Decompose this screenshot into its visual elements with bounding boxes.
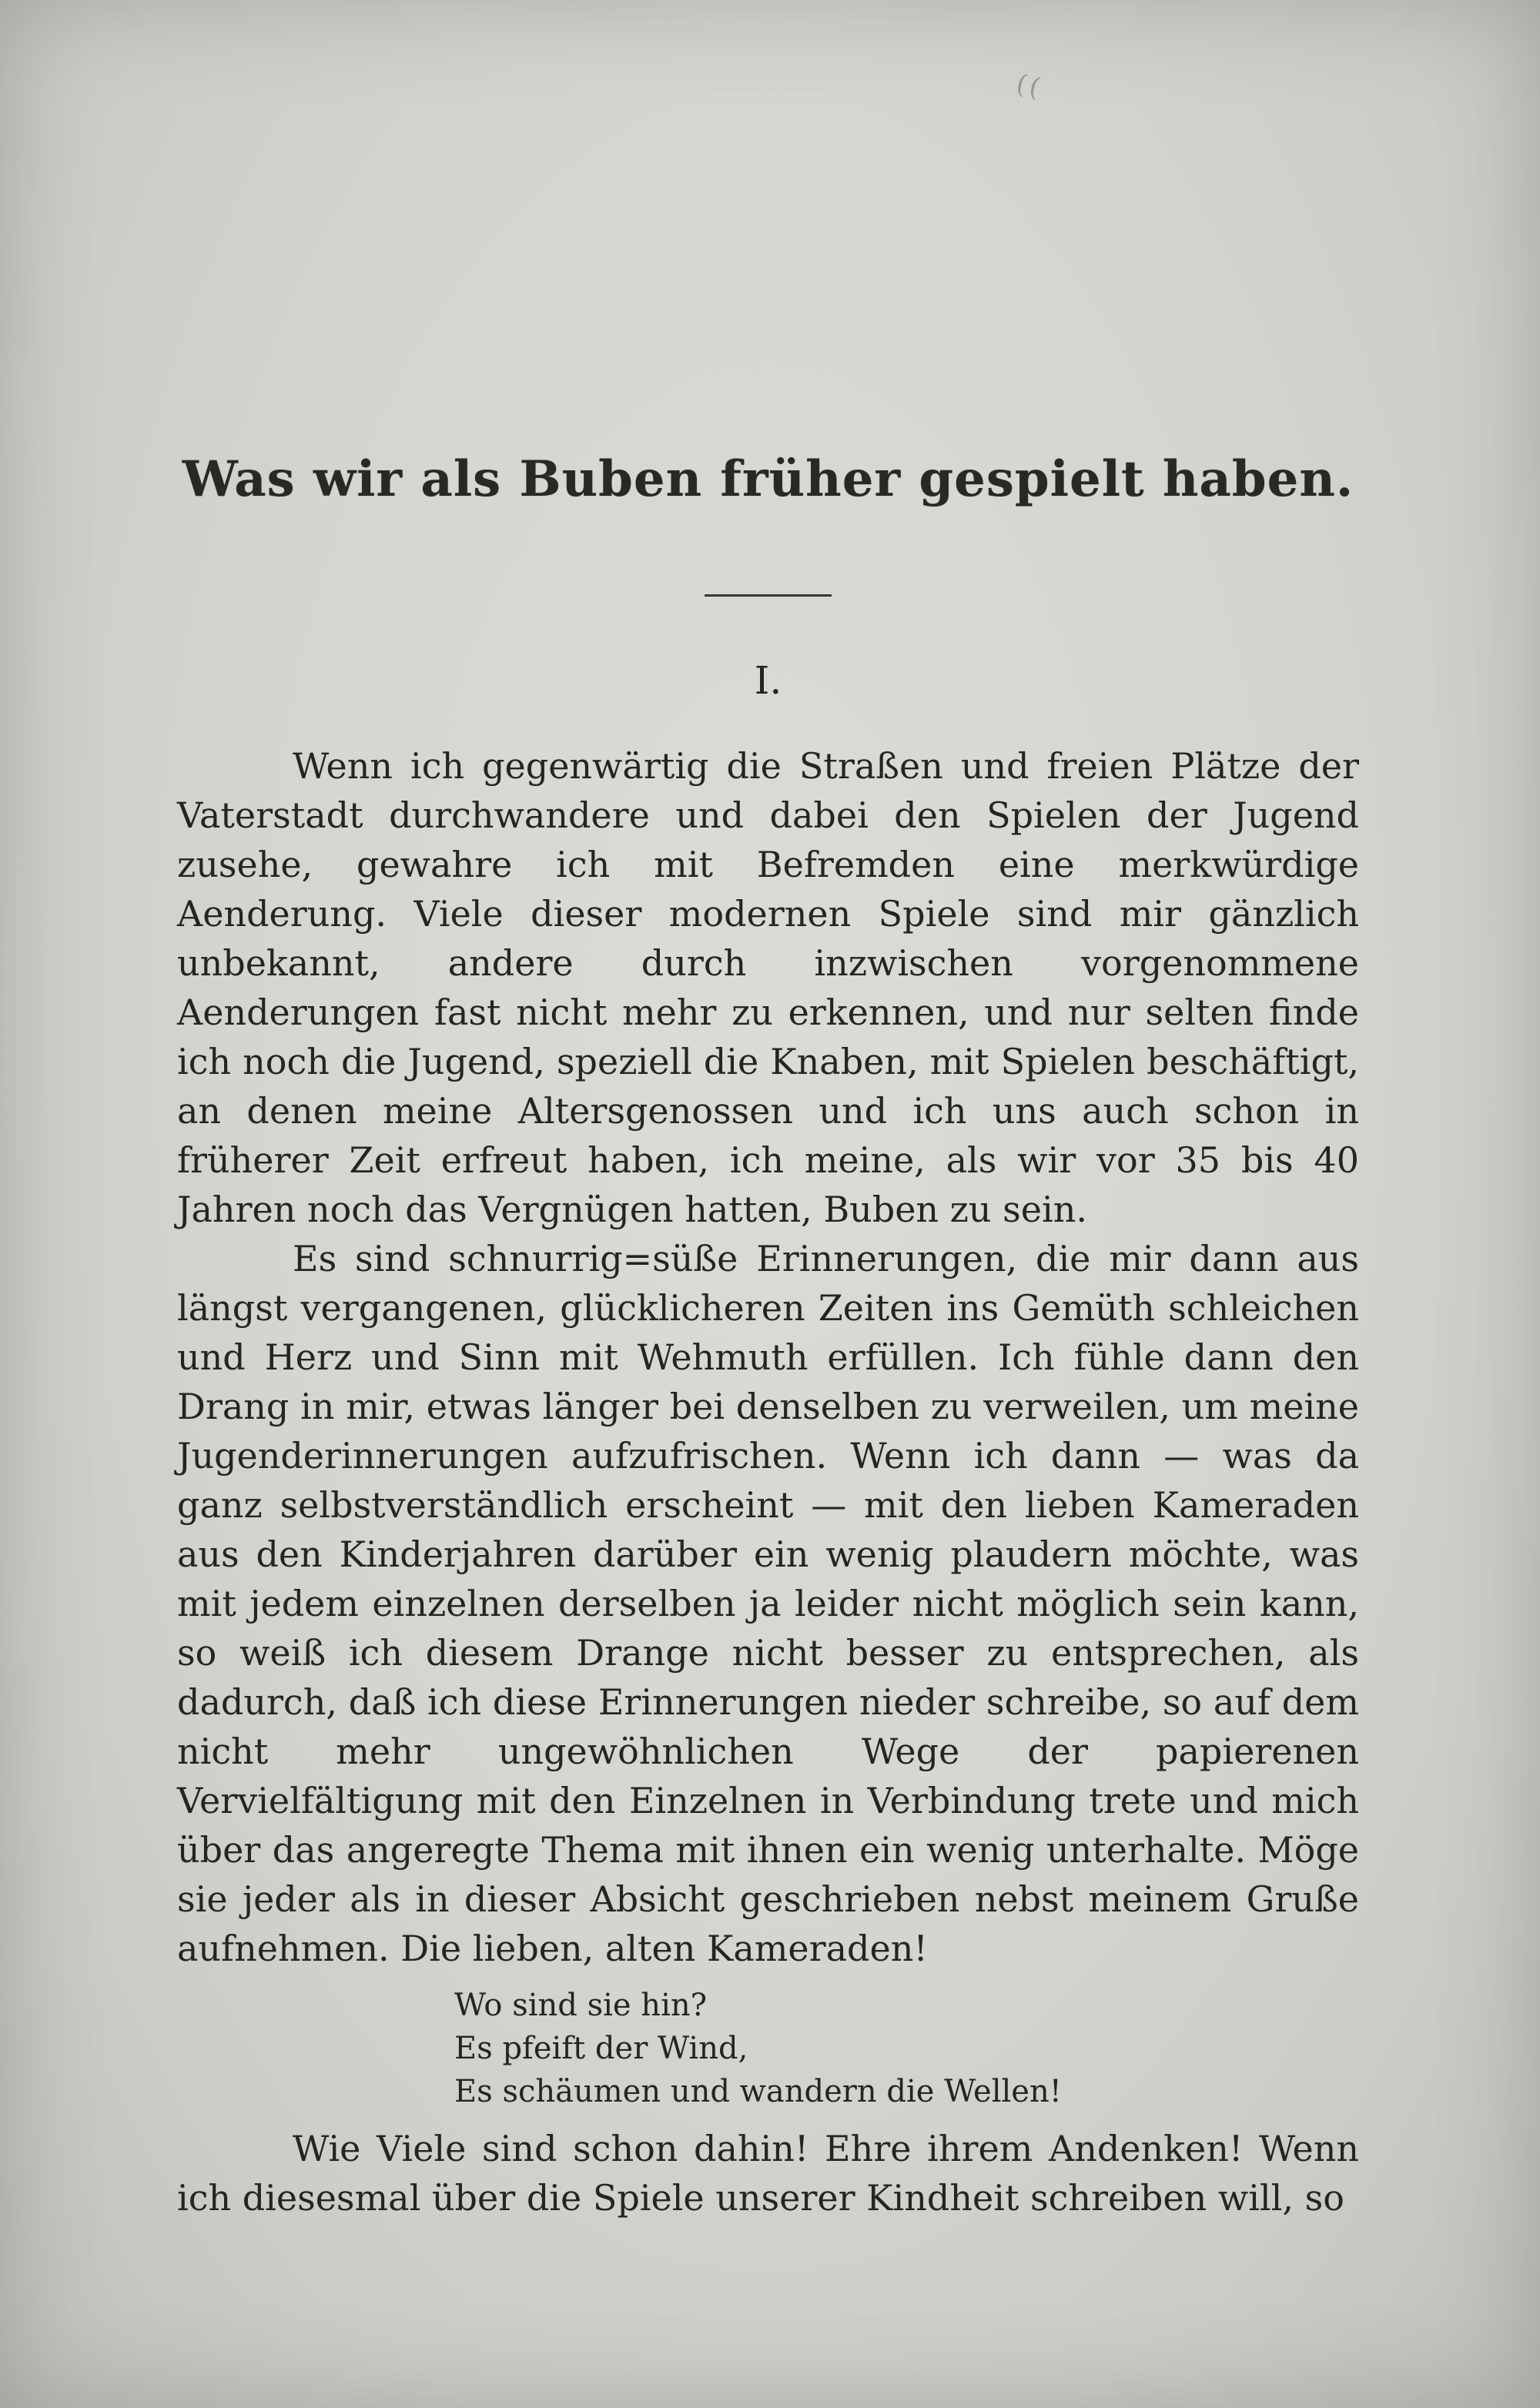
section-number: I. <box>754 658 782 703</box>
verse-block <box>454 1984 1359 2113</box>
page-content <box>177 450 1359 2222</box>
paragraph: Wenn ich gegenwärtig die Straßen und freien Plätze der Vaterstadt durchwandere und dabei den Spielen der Jugend zusehe, gewahre ich mit Befremden eine merkwürdige Aenderung. Viele dieser modernen Spiele sind mir gänzlich unbekannt, andere durch inzwischen vorgenommene Aenderungen fast nicht mehr zu erkennen, und nur selten finde ich noch die Jugend, speziell die Knaben, mit Spielen beschäftigt, an denen meine Altersgenossen und ich uns auch schon in früherer Zeit erfreut haben, ich meine, als wir vor 35 bis 40 Jahren noch das Vergnügen hatten, Buben zu sein. <box>177 745 1359 1230</box>
verse-line: Es schäumen und wandern die Wellen! <box>454 2074 1062 2109</box>
paragraph: Wie Viele sind schon dahin! Ehre ihrem Andenken! Wenn ich diesesmal über die Spiele unserer Kindheit schreiben will, so <box>177 2128 1359 2219</box>
verse-line: Wo sind sie hin? <box>454 1988 708 2023</box>
title-divider <box>705 594 832 597</box>
scan-artifact: (( <box>1013 68 1046 105</box>
verse-line: Es pfeift der Wind, <box>454 2031 748 2066</box>
paragraph: Es sind schnurrig=süße Erinnerungen, die mir dann aus längst vergangenen, glücklicheren Zeiten ins Gemüth schleichen und Herz und Sinn mit Wehmuth erfüllen. Ich fühle dann den Drang in mir, etwas länger bei denselben zu verweilen, um meine Jugenderinnerungen aufzufrischen. Wenn ich dann — was da ganz selbstverständlich erscheint — mit den lieben Kameraden aus den Kinderjahren darüber ein wenig plaudern möchte, was mit jedem einzelnen derselben ja leider nicht möglich sein kann, so weiß ich diesem Drange nicht besser zu entsprechen, als dadurch, daß ich diese Erinnerungen nieder schreibe, so auf dem nicht mehr ungewöhnlichen Wege der papierenen Vervielfältigung mit den Einzelnen in Verbindung trete und mich über das angeregte Thema mit ihnen ein wenig unterhalte. Möge sie jeder als in dieser Absicht geschrieben nebst meinem Gruße aufnehmen. Die lieben, alten Kameraden! <box>177 1238 1359 1969</box>
page-title: Was wir als Buben früher gespielt haben. <box>182 450 1354 508</box>
